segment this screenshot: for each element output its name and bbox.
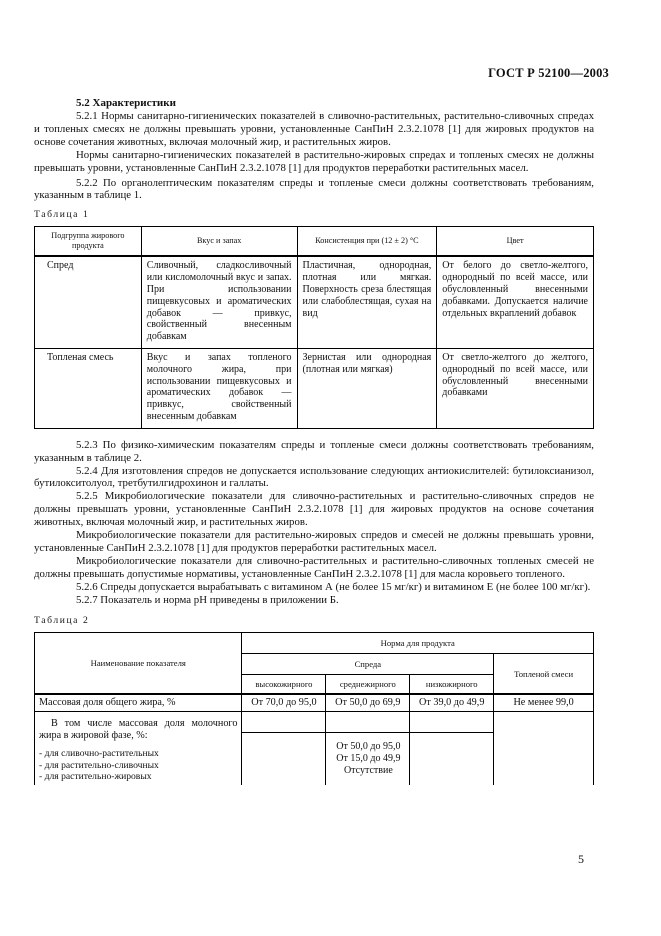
table2-subrow-label: - для растительно-сливочных [39,759,159,771]
table2-caption: Таблица 2 [34,615,90,627]
paragraph-5-2-5: 5.2.5 Микробиологические показатели для сливочно-растительных и растительно-сливочных спредов не должны превышать уровни, установленные СанПиН 2.3.2.1078 [1] для жировых продуктов на основе сочетания животных, включая молочный жир, и растительных жиров. [34,490,594,529]
table2-cell: Не менее 99,0 [494,694,594,712]
table-row [35,694,594,712]
table1-header-cell: Консистенция при (12 ± 2) °С [297,227,437,257]
table2-cell: От 50,0 до 69,9 [326,694,410,712]
table-row [35,348,594,428]
table1-cell: Спред [35,256,142,348]
paragraph-5-2-5-c: Микробиологические показатели для сливочно-растительных и растительно-сливочных топленых смесей не должны превышать допустимые нормативы, установленные СанПиН 2.3.2.1078 [1] для масла коровьего топленого. [34,554,594,580]
table2-cell: От 70,0 до 95,0 [242,694,326,712]
table-row [35,712,594,785]
table2-header-norm: Норма для продукта [242,633,594,654]
table2-header-spreads: Спреда [242,654,494,675]
table1-header-row [35,227,594,257]
paragraph-5-2-3: 5.2.3 По физико-химическим показателям спреды и топленые смеси должны соответствовать требованиям, указанным в таблице 2. [34,438,594,464]
table1-cell: Сливочный, сладкосливочный или кисломолочный вкус и запах. При использовании пищевкусовых и ароматических добавок — привкус, свойственный внесенным добавкам [141,256,297,348]
table1-header-cell: Вкус и запах [141,227,297,257]
paragraph-5-2-4: 5.2.4 Для изготовления спредов не допускается использование следующих антиокислителей: бутилоксианизол, бутилокситолуол, третбутилгидрохинон и галлаты. [34,464,594,490]
paragraph-5-2-1: 5.2.1 Нормы санитарно-гигиенических показателей в сливочно-растительных, растительно-сливочных спредах и топленых смесях не должны превышать уровни, установленные СанПиН 2.3.2.1078 [1] для жировых продуктов на основе сочетания животных, включая молочный жир, и растительных жиров. [34,110,594,148]
table1-header-cell: Цвет [437,227,594,257]
table1-caption: Таблица 1 [34,209,90,221]
table1-cell: Топленая смесь [35,348,142,428]
table2-header-sub: среднежирного [326,675,410,695]
paragraph-5-2-1-b: Нормы санитарно-гигиенических показателей в растительно-жировых спредах и топленых смесях не должны превышать уровни, установленные СанПиН 2.3.2.1078 [1] для продуктов переработки растительных масел. [34,148,594,174]
table2-header-name: Наименование показателя [35,633,242,695]
table2-header-row [35,633,594,654]
page-content [34,97,594,785]
table2-header-topl: Топленой смеси [494,654,594,695]
table2-subrow-label: - для сливочно-растительных [39,748,159,760]
table1-cell: Вкус и запах топленого молочного жира, при использовании пищевкусовых и ароматических добавок — привкус, свойственный внесенным добавкам [141,348,297,428]
table-row [35,256,594,348]
document-code: ГОСТ Р 52100—2003 [488,66,609,80]
paragraph-5-2-2: 5.2.2 По органолептическим показателям спреды и топленые смеси должны соответствовать требованиям, указанным в таблице 1. [34,176,594,202]
table2-cell [326,712,410,785]
table2-header-sub: низкожирного [410,675,494,695]
table1-cell: От белого до светло-желтого, однородный по всей массе, или обусловленный внесенными добавками. Допускается наличие отдельных вкраплений добавок [437,256,594,348]
table1-cell: Зернистая или однородная (плотная или мягкая) [297,348,437,428]
paragraph-5-2-7: 5.2.7 Показатель и норма рН приведены в приложении Б. [76,593,339,606]
table1-cell: Пластичная, однородная, плотная или мягкая. Поверхность среза блестящая или слабоблестящая, сухая на вид [297,256,437,348]
table2-cell [35,712,242,785]
table2-value: От 50,0 до 95,0 [336,741,401,753]
section-title: 5.2 Характеристики [76,97,176,109]
table2-cell: Массовая доля общего жира, % [35,694,242,712]
table2-cell: От 39,0 до 49,9 [410,694,494,712]
table2 [34,632,594,784]
paragraph-5-2-5-b: Микробиологические показатели для растительно-жировых спредов и смесей не должны превышать уровни, установленные СанПиН 2.3.2.1078 [1] для продуктов переработки растительных масел. [34,529,594,554]
table2-header-sub: высокожирного [242,675,326,695]
table2-value: От 15,0 до 49,9 [336,753,401,765]
table2-cell [494,712,594,785]
table1-cell: От светло-желтого до желтого, однородный по всей массе, или обусловленный внесенными добавками [437,348,594,428]
table1 [34,226,594,428]
paragraph-5-2-6: 5.2.6 Спреды допускается вырабатывать с витамином А (не более 15 мг/кг) и витамином Е (не более 100 мг/кг). [76,580,591,593]
page-number: 5 [578,852,584,866]
table1-header-cell: Подгруппа жирового продукта [35,227,142,257]
table2-value: Отсутствие [343,764,393,776]
table2-subrow-label: - для растительно-жировых [39,771,152,783]
table2-row2-label: В том числе массовая доля молочного жира в жировой фазе, %: [39,718,238,742]
